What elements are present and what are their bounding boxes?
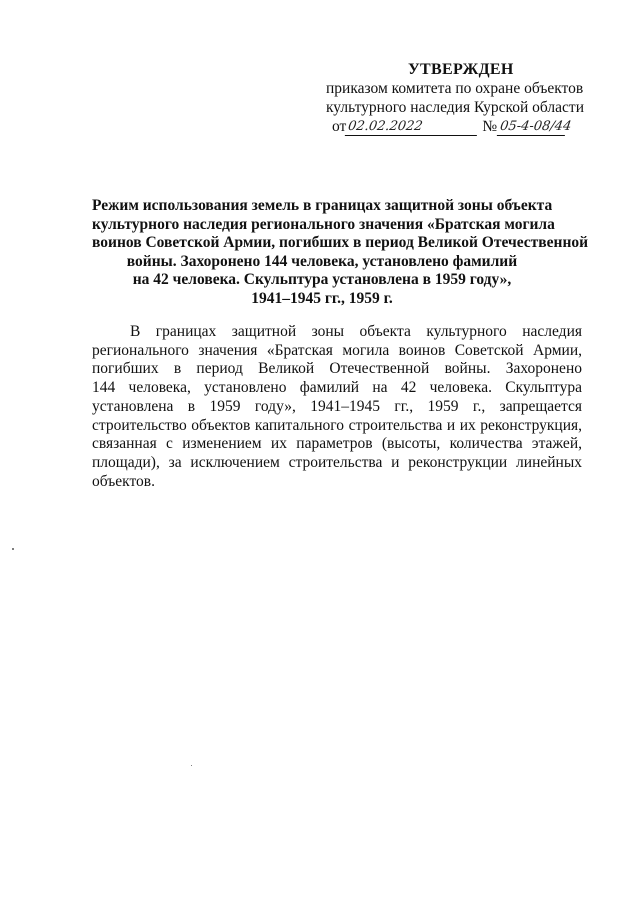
handwritten-date: 02.02.2022 bbox=[345, 119, 479, 136]
heading-line: на 42 человека. Скульптура установлена в 1959 году», bbox=[132, 271, 512, 289]
body-line: погибших в период Великой Отечественной войны. Захоронено bbox=[92, 360, 582, 378]
body-line: регионального значения «Братская могила воинов Советской Армии, bbox=[92, 341, 582, 359]
approval-stamp bbox=[322, 60, 592, 136]
body-line: площади), за исключением строительства и реконструкции линейных bbox=[92, 453, 582, 471]
heading-line: войны. Захоронено 144 человека, установлено фамилий bbox=[126, 252, 518, 270]
heading-line: Режим использования земель в границах защитной зоны объекта bbox=[92, 197, 553, 214]
from-label: от bbox=[332, 118, 347, 135]
approval-line-2: культурного наследия Курской области bbox=[326, 99, 584, 116]
approval-signature-line bbox=[322, 117, 592, 136]
body-line: установлена в 1959 году», 1941–1945 гг., 1959 г., запрещается bbox=[92, 397, 582, 415]
document-heading bbox=[92, 197, 589, 309]
handwritten-number: 05-4-08/44 bbox=[497, 119, 567, 136]
heading-line: 1941–1945 гг., 1959 г. bbox=[251, 289, 393, 307]
scan-speck bbox=[191, 765, 192, 766]
body-line: объектов. bbox=[92, 472, 155, 490]
body-paragraph bbox=[92, 323, 582, 491]
body-line: В границах защитной зоны объекта культурного наследия bbox=[130, 323, 582, 340]
approval-title: УТВЕРЖДЕН bbox=[408, 61, 514, 78]
heading-line: воинов Советской Армии, погибших в период Великой Отечественной bbox=[92, 234, 589, 252]
body-line: 144 человека, установлено фамилий на 42 человека. Скульптура bbox=[92, 379, 582, 397]
heading-line: культурного наследия регионального значения «Братская могила bbox=[92, 215, 555, 233]
number-label: № bbox=[482, 118, 498, 135]
body-line: связанная с изменением их параметров (высоты, количества этажей, bbox=[92, 435, 582, 453]
approval-line-1: приказом комитета по охране объектов bbox=[326, 80, 584, 97]
scan-speck bbox=[12, 548, 14, 550]
body-line: строительство объектов капитального строительства и их реконструкция, bbox=[92, 416, 582, 434]
